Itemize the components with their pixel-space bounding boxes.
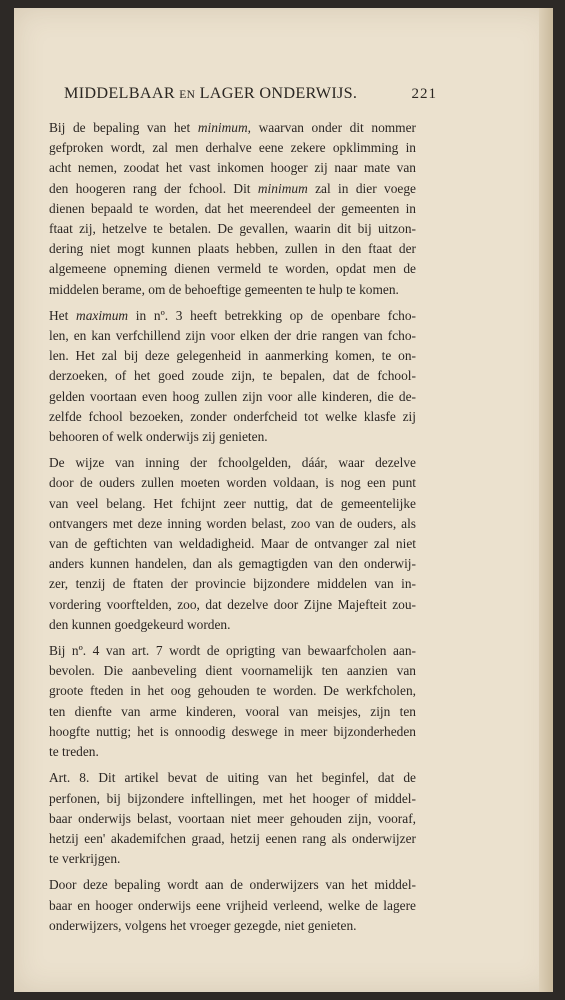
text-line: baar onderwijs belast, voortaan niet meer gehouden zijn, vooraf, (49, 810, 416, 826)
page-edge (539, 8, 553, 992)
text-line: anders kunnen handelen, dan als gemagtigden van den onderwij- (49, 556, 416, 572)
text-line: derzoeken, of het goed zoude zijn, te bepalen, dat de fchool- (49, 368, 416, 384)
italic-term: minimum (257, 180, 308, 196)
text-line: ten dienfte van arme kinderen, vooral van meisjes, zijn ten (49, 703, 416, 719)
text-line: baar en hooger onderwijs eene vrijheid verleend, welke de lagere (49, 897, 416, 913)
paragraph (49, 118, 416, 300)
text-line: van de geftichten van weldadigheid. Maar de ontvanger zal niet (49, 536, 416, 552)
text-line: groote fteden in het oog gehouden te worden. De werkfcholen, (49, 683, 416, 699)
text-line: algemeene opneming dienen vermeld te worden, opdat men de (49, 261, 416, 277)
text-line: van veel belang. Het fchijnt zeer nuttig, dat de gemeentelijke (49, 495, 416, 511)
paragraph (49, 306, 416, 447)
text-line: hoogfte nuttig; het is onnoodig deswege in meer bijzonderheden (49, 723, 416, 739)
paragraph (49, 875, 416, 936)
text-line: zelfde fchool bezoeken, zonder onderfcheid tot welke klasfe zij (49, 408, 416, 424)
text-line: Bij nº. 4 van art. 7 wordt de oprigting van bewaarfcholen aan- (49, 643, 416, 659)
running-title (64, 84, 438, 103)
text-line: bevolen. Die aanbeveling dient voornamelijk ten aanzien van (49, 663, 416, 679)
text-line: gelden voortaan even hoog zullen zijn voor alle kinderen, die de- (49, 388, 416, 404)
text-line: Art. 8. Dit artikel bevat de uiting van het beginfel, dat de (49, 770, 416, 786)
text-line: zer, tenzij de ftaten der provincie bijzondere middelen van in- (49, 576, 416, 592)
text-line: Het maximum in nº. 3 heeft betrekking op de openbare fcho- (49, 307, 417, 323)
page-number: 221 (411, 86, 437, 102)
text-line: hetzij een' akademifchen graad, hetzij eenen rang als onderwijzer (49, 830, 416, 846)
text-line: len, en kan verfchillend zijn voor elken der drie rangen van fcho- (49, 328, 416, 344)
running-title-part2: LAGER ONDERWIJS. (199, 84, 358, 102)
text-line: ontvangers met deze inning worden belast, zoo van de ouders, als (49, 515, 416, 531)
paragraph (49, 641, 416, 762)
text-line: dering niet mogt kunnen plaats hebben, zullen in den ftaat der (49, 241, 416, 257)
text-line: den hoogeren rang der fchool. Dit minimum zal in dier voege (49, 180, 416, 196)
text-line: door de ouders zullen moeten worden voldaan, is nog een punt (49, 475, 416, 491)
text-line: ftaat zij, hetzelve te betalen. De gevallen, waarin dit bij uitzon- (49, 221, 416, 237)
text-line: gefproken wordt, zal men derhalve eene zekere opklimming in (49, 140, 416, 156)
running-title-small: EN (179, 89, 196, 101)
text-line: acht nemen, zoodat het vast inkomen hooger zij naar mate van (49, 160, 416, 176)
text-line: onderwijzers, volgens het vroeger gezegde, niet genieten. (49, 917, 357, 933)
text-line: vordering voorftelden, zoo, dat dezelve door Zijne Majefteit zou- (49, 596, 416, 612)
text-line: Bij de bepaling van het minimum, waarvan onder dit nommer (49, 120, 416, 135)
text-line: De wijze van inning der fchoolgelden, dáár, waar dezelve (49, 455, 416, 471)
text-line: te verkrijgen. (49, 851, 121, 867)
text-line: len. Het zal bij deze gelegenheid in aanmerking komen, te on- (49, 348, 416, 364)
italic-term: minimum (197, 120, 248, 135)
text-line: te treden. (49, 744, 99, 760)
italic-term: maximum (76, 307, 129, 323)
running-title-part1: MIDDELBAAR (64, 84, 175, 102)
text-line: den kunnen goedgekeurd worden. (49, 616, 231, 632)
text-line: Door deze bepaling wordt aan de onderwijzers van het middel- (49, 877, 416, 893)
text-line: middelen berame, om de behoeftige gemeenten te hulp te komen. (49, 281, 399, 297)
text-line: perfonen, bij bijzondere inftellingen, met het hooger of middel- (49, 790, 416, 806)
paragraph (49, 768, 416, 869)
paragraph (49, 453, 416, 635)
text-line: dienen bepaald te worden, dat het meerendeel der gemeenten in (49, 200, 416, 216)
text-line: behooren of welk onderwijs zij genieten. (49, 429, 268, 445)
body-text (49, 118, 416, 942)
